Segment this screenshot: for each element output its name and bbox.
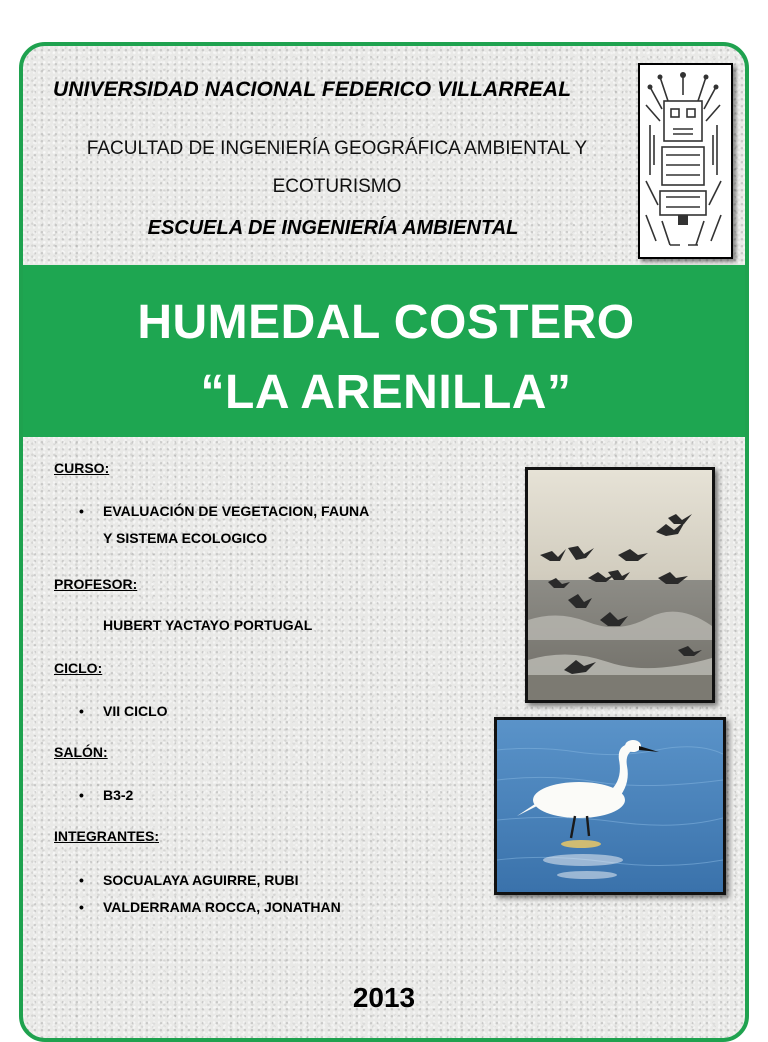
title-band bbox=[19, 265, 749, 437]
course-line-2: Y SISTEMA ECOLOGICO bbox=[103, 530, 268, 546]
room-value: B3-2 bbox=[103, 787, 134, 803]
course-label: CURSO: bbox=[54, 460, 110, 476]
bullet-icon: • bbox=[79, 872, 84, 888]
bullet-icon: • bbox=[79, 899, 84, 915]
cover-page bbox=[19, 42, 749, 1042]
year: 2013 bbox=[352, 982, 416, 1013]
member-item: • VALDERRAMA ROCCA, JONATHAN bbox=[79, 894, 341, 921]
egret-photo bbox=[494, 717, 726, 895]
faculty-line-1: FACULTAD DE INGENIERÍA GEOGRÁFICA AMBIENTAL Y bbox=[86, 138, 588, 159]
title-line-2: “LA ARENILLA” bbox=[200, 366, 572, 419]
cycle-item bbox=[79, 698, 168, 725]
emblem-icon bbox=[638, 63, 733, 259]
course-line-1: EVALUACIÓN DE VEGETACION, FAUNA bbox=[103, 503, 370, 519]
school-name: ESCUELA DE INGENIERÍA AMBIENTAL bbox=[147, 217, 519, 239]
members-label: INTEGRANTES: bbox=[54, 828, 160, 844]
faculty-line-2: ECOTURISMO bbox=[272, 176, 402, 197]
bullet-icon: • bbox=[79, 503, 84, 519]
room-label: SALÓN: bbox=[54, 744, 108, 760]
faculty-name bbox=[47, 130, 627, 206]
seabirds-photo bbox=[525, 467, 715, 703]
bullet-icon: • bbox=[79, 787, 84, 803]
member-item: • SOCUALAYA AGUIRRE, RUBI bbox=[79, 867, 341, 894]
cycle-label: CICLO: bbox=[54, 660, 103, 676]
professor-name: HUBERT YACTAYO PORTUGAL bbox=[103, 617, 313, 633]
university-name: UNIVERSIDAD NACIONAL FEDERICO VILLARREAL bbox=[53, 78, 572, 101]
professor-label: PROFESOR: bbox=[54, 576, 138, 592]
members-list bbox=[79, 867, 341, 921]
room-item bbox=[79, 782, 133, 809]
cycle-value: VII CICLO bbox=[103, 703, 168, 719]
course-item bbox=[79, 498, 369, 552]
bullet-icon: • bbox=[79, 703, 84, 719]
title-line-1: HUMEDAL COSTERO bbox=[137, 296, 635, 349]
